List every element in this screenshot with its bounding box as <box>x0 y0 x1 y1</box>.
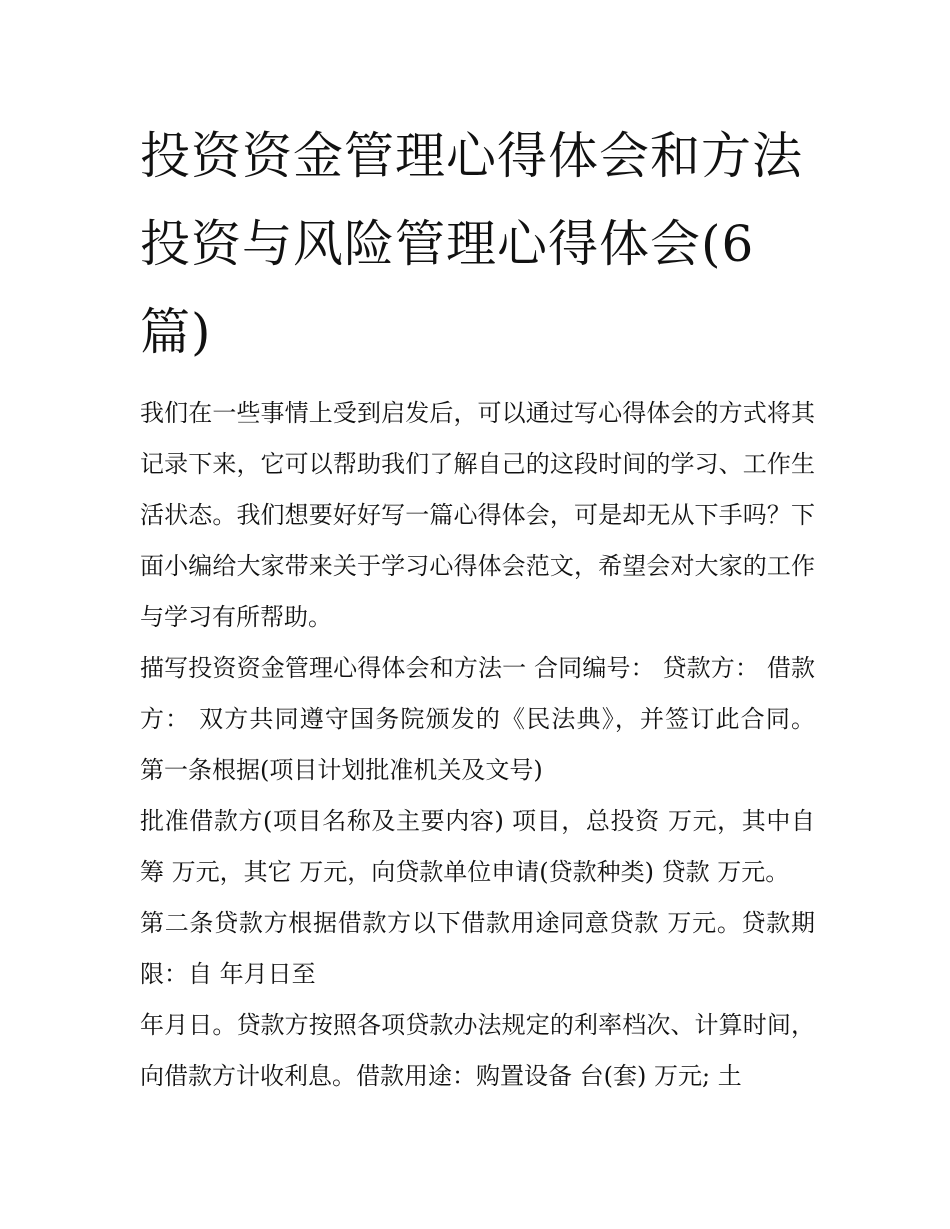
paragraph-interest-usage: 年月日。贷款方按照各项贷款办法规定的利率档次、计算时间，向借款方计收利息。借款用途：购置设备 台(套) 万元; 土 <box>140 1011 815 1090</box>
title-line-2: 投资与风险管理心得体会(6 <box>140 215 755 273</box>
document-body <box>140 388 815 1102</box>
title-line-3: 篇) <box>140 303 212 361</box>
paragraph-project-approval: 批准借款方(项目名称及主要内容) 项目，总投资 万元，其中自筹 万元，其它 万元，向贷款单位申请(贷款种类) 贷款 万元。 <box>140 807 815 886</box>
title-line-1: 投资资金管理心得体会和方法 <box>140 127 803 185</box>
paragraph-article-two: 第二条贷款方根据借款方以下借款用途同意贷款 万元。贷款期限：自 年月日至 <box>140 909 815 988</box>
document-page <box>140 112 815 1102</box>
document-title <box>140 112 815 376</box>
paragraph-intro: 我们在一些事情上受到启发后，可以通过写心得体会的方式将其记录下来，它可以帮助我们了解自己的这段时间的学习、工作生活状态。我们想要好好写一篇心得体会，可是却无从下手吗？下面小编给大家带来关于学习心得体会范文，希望会对大家的工作与学习有所帮助。 <box>140 399 815 631</box>
paragraph-contract-header: 描写投资资金管理心得体会和方法一 合同编号： 贷款方： 借款方： 双方共同遵守国务院颁发的《民法典》，并签订此合同。 第一条根据(项目计划批准机关及文号) <box>140 654 815 784</box>
